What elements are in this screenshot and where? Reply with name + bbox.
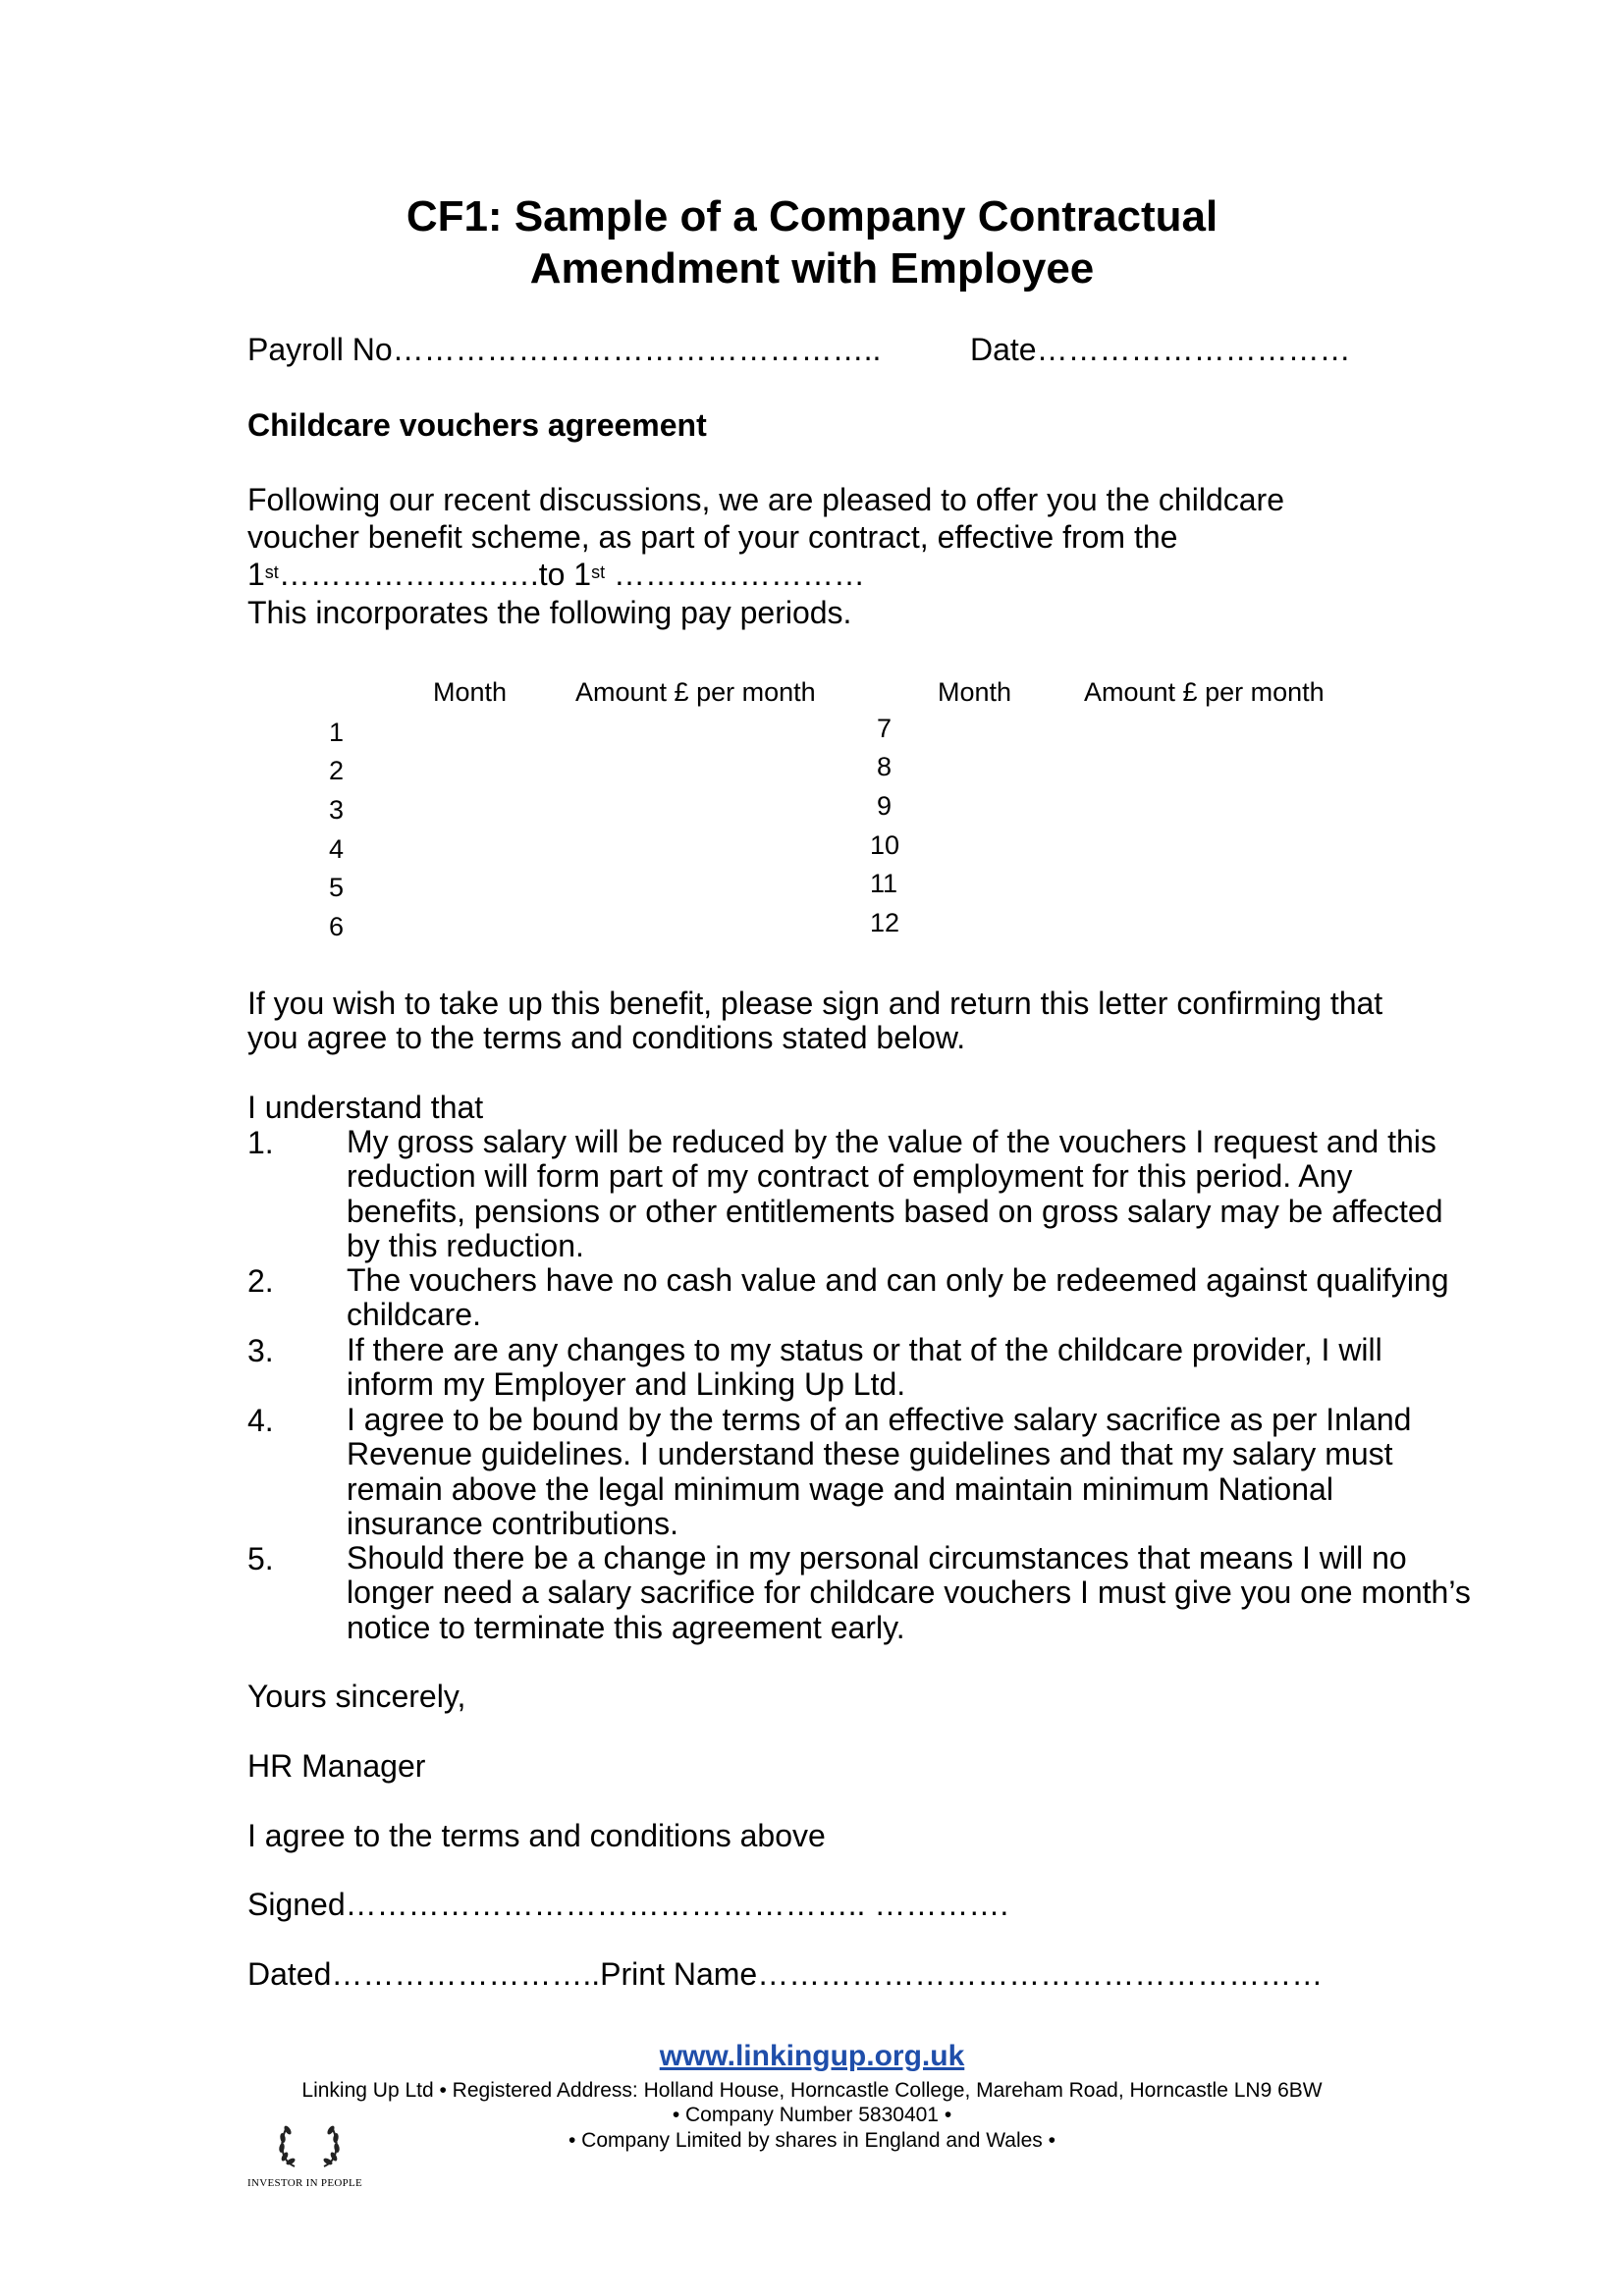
understand-heading: I understand that xyxy=(247,1090,484,1125)
month-number: 4 xyxy=(329,834,345,864)
month-number: 7 xyxy=(877,714,893,743)
month-number: 8 xyxy=(877,752,893,781)
agree-statement: I agree to the terms and conditions above xyxy=(247,1818,826,1853)
date-field xyxy=(970,332,1351,367)
month-number: 10 xyxy=(870,830,900,860)
return-line-1: If you wish to take up this benefit, please sign and return this letter confirming that xyxy=(247,986,1383,1021)
superscript-st-2: st xyxy=(591,562,606,582)
list-item-number: 4. xyxy=(247,1403,274,1438)
list-item: If there are any changes to my status or that of the childcare provider, I will inform my Employer and Linking Up Ltd. xyxy=(347,1332,1382,1403)
intro-line-4: This incorporates the following pay periods. xyxy=(247,595,852,630)
list-item: I agree to be bound by the terms of an effective salary sacrifice as per Inland Revenue guidelines. I understand these guidelines and that my salary must remain above the legal minimum wage and maintain minimum National insurance contributions. xyxy=(347,1402,1412,1541)
website-link[interactable]: www.linkingup.org.uk xyxy=(659,2040,965,2072)
column-header-month-left: Month xyxy=(433,677,508,707)
list-item: The vouchers have no cash value and can only be redeemed against qualifying childcare. xyxy=(347,1262,1449,1333)
laurel-wreath-icon xyxy=(245,2106,373,2176)
month-number: 12 xyxy=(870,908,900,937)
return-line-2: you agree to the terms and conditions stated below. xyxy=(247,1020,966,1055)
footer-company-number: • Company Number 5830401 • xyxy=(672,2104,952,2126)
title-line-1: CF1: Sample of a Company Contractual xyxy=(406,192,1218,240)
payroll-field xyxy=(247,332,881,367)
list-item-number: 3. xyxy=(247,1333,274,1368)
logo-caption: INVESTOR IN PEOPLE xyxy=(247,2177,363,2189)
list-item: Should there be a change in my personal circumstances that means I will no longer need a salary sacrifice for childcare vouchers I must give you one month’s notice to terminate this agreement early. xyxy=(347,1540,1471,1645)
hr-manager: HR Manager xyxy=(247,1748,426,1784)
list-item-number: 1. xyxy=(247,1125,274,1160)
month-number: 2 xyxy=(329,756,345,785)
month-number: 6 xyxy=(329,912,345,941)
month-number: 1 xyxy=(329,718,345,747)
footer-address: Linking Up Ltd • Registered Address: Holland House, Horncastle College, Mareham Road, Horncastle LN9 6BW xyxy=(301,2079,1323,2102)
intro-line-3-a: 1 xyxy=(247,557,265,592)
closing-salutation: Yours sincerely, xyxy=(247,1679,466,1714)
month-number: 5 xyxy=(329,873,345,902)
superscript-st-1: st xyxy=(264,562,279,582)
investor-in-people-logo xyxy=(245,2106,373,2194)
month-number: 3 xyxy=(329,795,345,825)
signed-line: Signed………………………………………….. …………. xyxy=(247,1887,1009,1922)
month-number: 9 xyxy=(877,791,893,821)
list-item-number: 2. xyxy=(247,1263,274,1299)
column-header-amount-left: Amount £ per month xyxy=(575,677,816,707)
column-header-month-right: Month xyxy=(938,677,1012,707)
list-item: My gross salary will be reduced by the value of the vouchers I request and this reduction will form part of my contract of employment for this period. Any benefits, pensions or other entitlements based on gross salary may be affected by this reduction. xyxy=(347,1124,1443,1263)
date-label: Date xyxy=(970,332,1037,367)
date-dots: ………………………… xyxy=(1036,332,1351,367)
column-header-amount-right: Amount £ per month xyxy=(1084,677,1325,707)
intro-line-3-b: …………………….to 1 xyxy=(278,557,592,592)
intro-line-1: Following our recent discussions, we are pleased to offer you the childcare xyxy=(247,482,1284,517)
list-item-number: 5. xyxy=(247,1541,274,1576)
month-number: 11 xyxy=(870,869,898,898)
payroll-dots: ……………………………………….. xyxy=(392,332,882,367)
footer-website-row xyxy=(0,2040,1624,2073)
payroll-label: Payroll No xyxy=(247,332,393,367)
section-heading: Childcare vouchers agreement xyxy=(247,407,707,443)
intro-line-2: voucher benefit scheme, as part of your contract, effective from the xyxy=(247,519,1178,555)
intro-line-3 xyxy=(247,557,865,592)
title-line-2: Amendment with Employee xyxy=(529,244,1095,293)
footer-company-limited: • Company Limited by shares in England and Wales • xyxy=(568,2129,1056,2152)
intro-line-3-c: …………………… xyxy=(605,557,865,592)
dated-print-name-line: Dated……………………..Print Name……………………………………………… xyxy=(247,1956,1324,1992)
